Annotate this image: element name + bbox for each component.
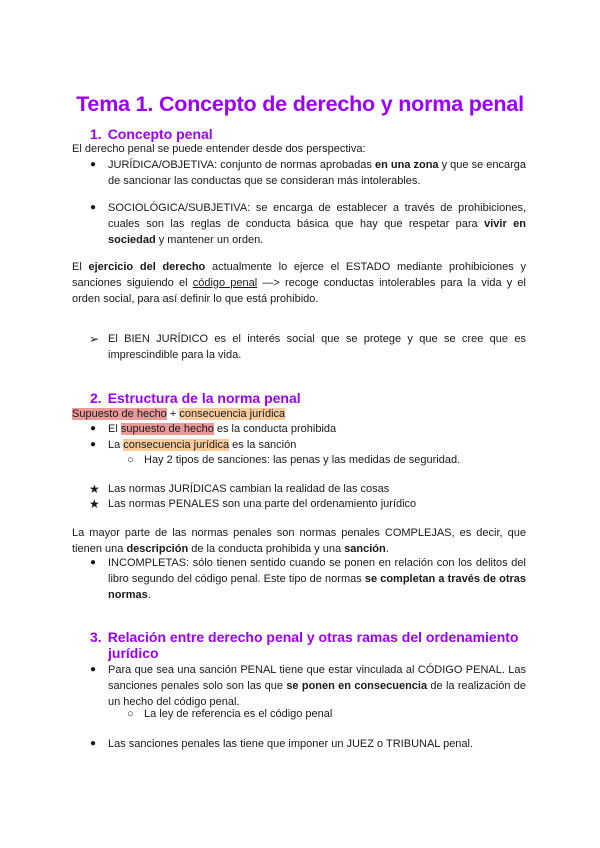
bullet-icon: ● [90,439,97,450]
arrow-icon: ➢ [89,332,100,346]
sociologica-bullet: SOCIOLÓGICA/SUBJETIVA: se encarga de establecer a través de prohibiciones, cuales son las reglas de conducta básica que hay que respetar para vivir en sociedad y mantener un orden. [108,202,526,246]
section-3-heading-continued: jurídico [108,645,159,661]
star-icon: ★ [89,497,100,511]
star-icon: ★ [89,482,100,496]
juridica-bullet: JURÍDICA/OBJETIVA: conjunto de normas aprobadas en una zona y que se encarga de sancionar las conductas que se consideran más intolerables. [108,159,526,187]
ejercicio-paragraph: El ejercicio del derecho actualmente lo ejerce el ESTADO mediante prohibiciones y sanciones siguiendo el código penal —> recoge conductas intolerables para la vida y el orden social, para así definir lo que está prohibido. [72,261,526,305]
section-1-intro: El derecho penal se puede entender desde dos perspectiva: [72,143,366,155]
sanciones-subbullet: Hay 2 tipos de sanciones: las penas y las medidas de seguridad. [144,454,461,466]
circle-bullet-icon: ○ [127,708,134,720]
incompletas-bullet: INCOMPLETAS: sólo tienen sentido cuando se ponen en relación con los delitos del libro segundo del código penal. Este tipo de normas se completan a través de otras normas. [108,557,526,601]
bullet-icon: ● [90,423,97,434]
sancion-penal-bullet: Para que sea una sanción PENAL tiene que estar vinculada al CÓDIGO PENAL. Las sanciones penales solo son las que se ponen en consecuencia de la realización de un hecho del código penal. [108,664,527,708]
bien-juridico-item: El BIEN JURÍDICO es el interés social que se protege y que se cree que es imprescindible para la vida. [108,333,526,361]
complejas-paragraph: La mayor parte de las normas penales son normas penales COMPLEJAS, es decir, que tienen una descripción de la conducta prohibida y una sanción. [72,527,526,555]
section-2-heading: 2. Estructura de la norma penal [90,390,301,406]
penales-star-item: Las normas PENALES son una parte del ordenamiento jurídico [108,498,417,510]
ley-referencia-subbullet: La ley de referencia es el código penal [144,708,333,720]
bullet-icon: ● [90,557,97,568]
supuesto-bullet: El supuesto de hecho es la conducta prohibida [108,423,337,435]
juez-tribunal-bullet: Las sanciones penales las tiene que imponer un JUEZ o TRIBUNAL penal. [108,738,474,750]
bullet-icon: ● [90,202,97,213]
juridicas-star-item: Las normas JURÍDICAS cambian la realidad de las cosas [108,483,390,495]
bullet-icon: ● [90,664,97,675]
page-title: Tema 1. Concepto de derecho y norma penal [76,92,524,116]
circle-bullet-icon: ○ [127,454,134,466]
formula-line: Supuesto de hecho + consecuencia jurídica [72,408,286,420]
section-1-heading: 1. Concepto penal [90,126,213,142]
consecuencia-bullet: La consecuencia jurídica es la sanción [108,439,297,451]
section-3-heading: 3. Relación entre derecho penal y otras ramas del ordenamiento [90,629,519,645]
bullet-icon: ● [90,738,97,749]
bullet-icon: ● [90,159,97,170]
